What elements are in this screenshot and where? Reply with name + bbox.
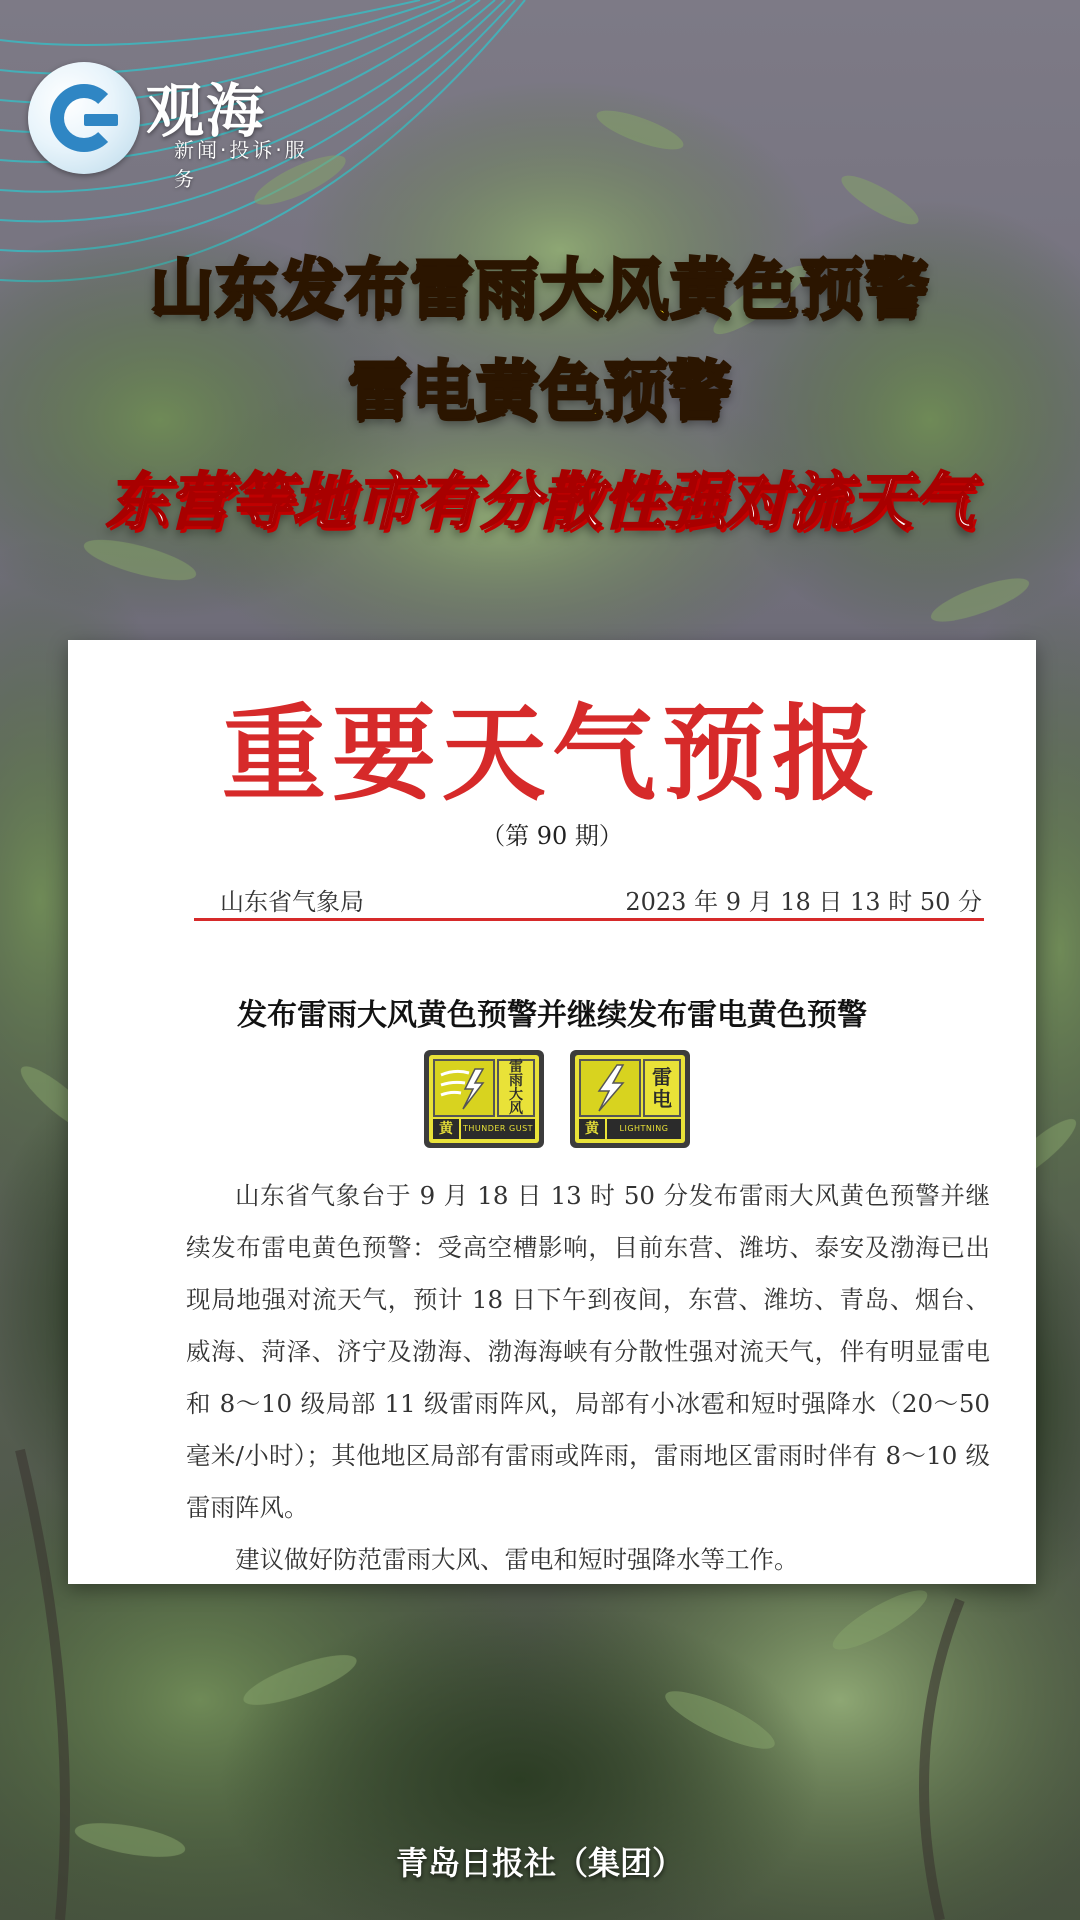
thunder-gust-label: THUNDER GUST (461, 1119, 535, 1139)
headline-line-3: 东营等地市有分散性强对流天气 (105, 465, 974, 538)
logo-name: 观海 (146, 77, 267, 145)
footer-credit: 青岛日报社（集团） (395, 1844, 684, 1882)
document-issue-number: （第 90 期） (481, 822, 623, 850)
document-meta (194, 882, 982, 922)
lightning-label: LIGHTNING (607, 1119, 681, 1139)
headline-line-1: 山东发布雷雨大风黄色预警 (150, 253, 930, 327)
document-issuer: 山东省气象局 (220, 888, 364, 916)
document-body (186, 1170, 990, 1586)
document-divider (194, 918, 984, 921)
document-date: 2023 年 9 月 18 日 13 时 50 分 (625, 888, 982, 916)
document-title: 重要天气预报 (221, 692, 882, 815)
document-paragraph: 建议做好防范雷雨大风、雷电和短时强降水等工作。 (235, 1545, 799, 1574)
thunder-gust-warning-signal (424, 1050, 544, 1148)
guanhai-logo (28, 58, 318, 191)
thunder-gust-chars: 雷 雨 大 风 (497, 1059, 535, 1117)
thunder-gust-icon (433, 1059, 495, 1117)
lightning-level: 黄 (579, 1119, 605, 1139)
document-paragraph: 山东省气象台于 9 月 18 日 13 时 50 分发布雷雨大风黄色预警并继续发布雷电黄色预警：受高空槽影响，目前东营、潍坊、泰安及渤海已出现局地强对流天气，预计 18 日下午到夜间，东营、潍坊、青岛、烟台、威海、菏泽、济宁及渤海、渤海海峡有分散性强对流天气，伴有明显雷电和 8～10 级局部 11 级雷雨阵风，局部有小冰雹和短时强降水（20～50 毫米/小时）；其他地区局部有雷雨或阵雨，雷雨地区雷雨时伴有 8～10 级雷雨阵风。 (186, 1181, 990, 1522)
logo-g-icon (28, 62, 140, 174)
lightning-chars: 雷 电 (643, 1059, 681, 1117)
forecast-document (68, 640, 1036, 1584)
document-subtitle: 发布雷雨大风黄色预警并继续发布雷电黄色预警 (237, 998, 867, 1033)
logo-tagline: 新闻·投诉·服务 (174, 138, 308, 191)
thunder-gust-level: 黄 (433, 1119, 459, 1139)
headline-line-2: 雷电黄色预警 (348, 355, 732, 429)
lightning-icon (579, 1059, 641, 1117)
lightning-warning-signal (570, 1050, 690, 1148)
